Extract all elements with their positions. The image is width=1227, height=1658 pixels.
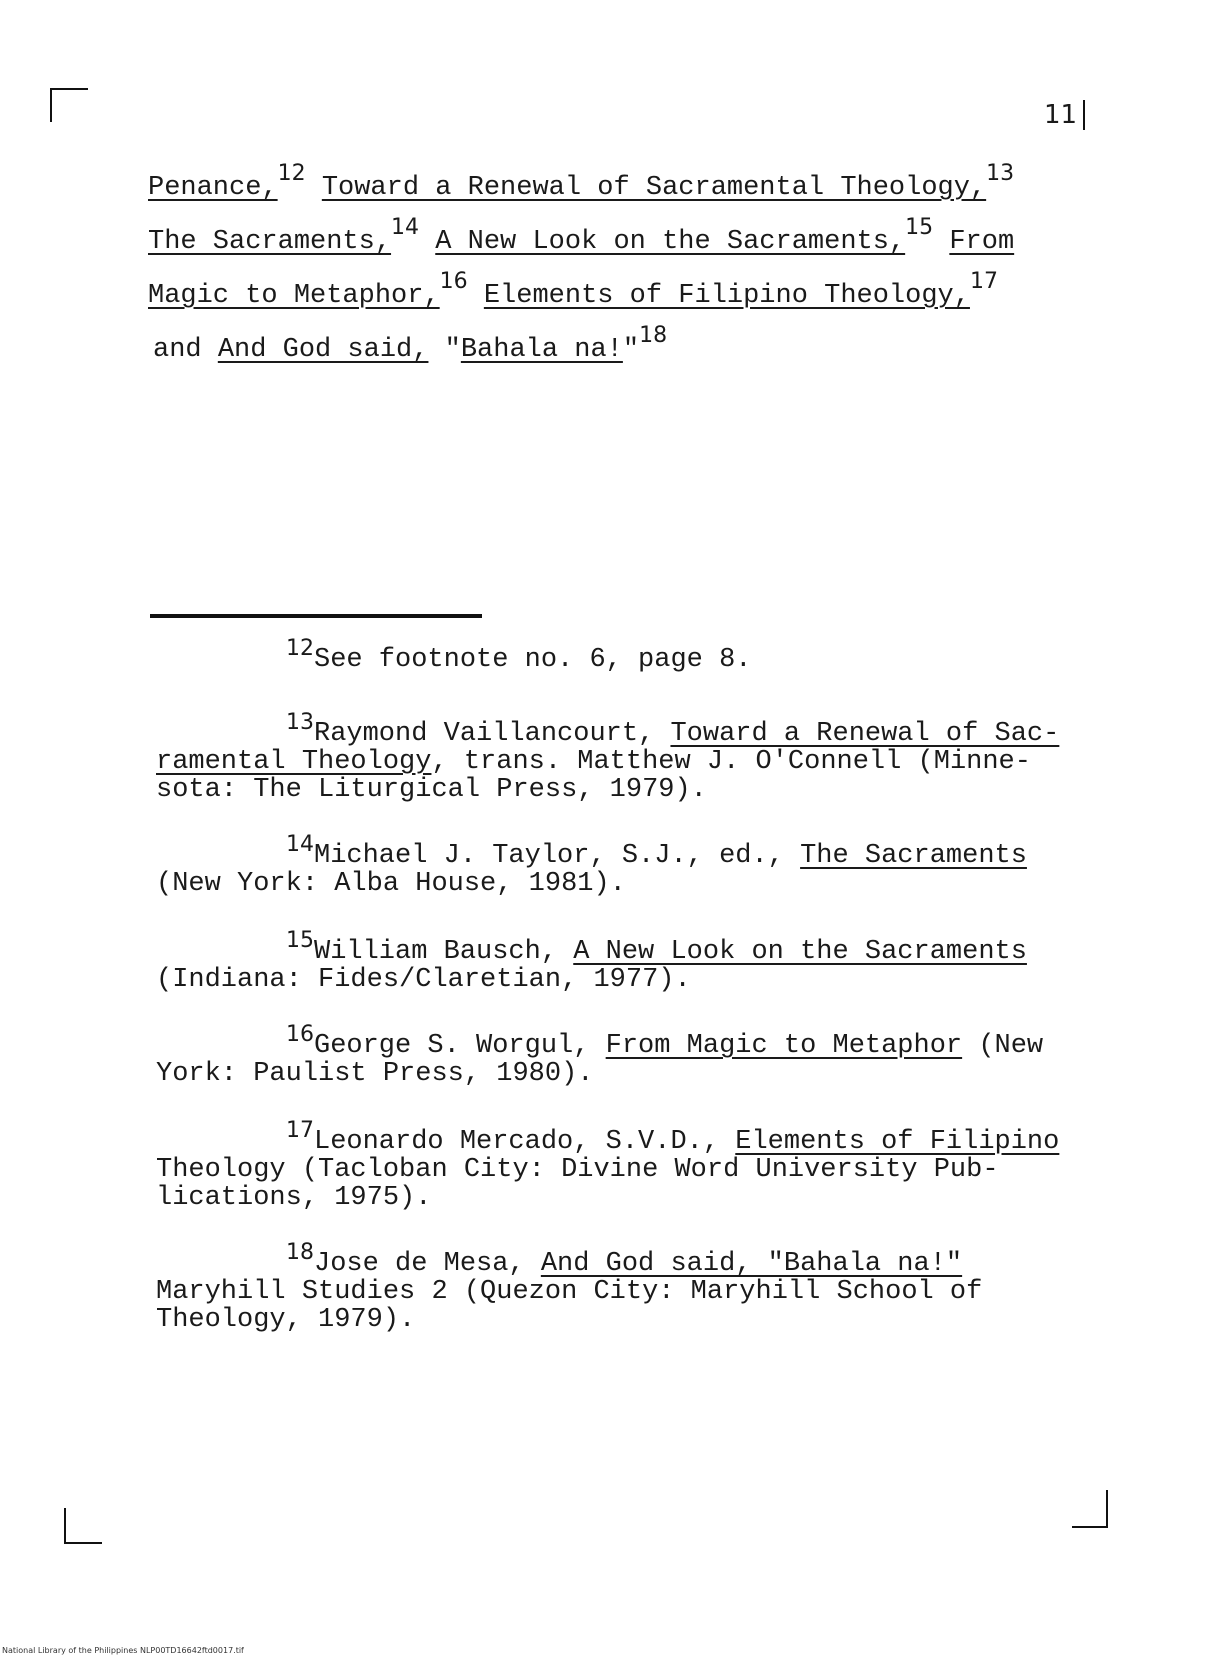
text-run: " xyxy=(622,335,640,365)
footnote-line xyxy=(156,1156,1072,1184)
underlined-title: From xyxy=(949,227,1015,257)
crop-mark-bottom-right xyxy=(1072,1490,1108,1528)
underlined-title: Elements of Filipino Theology, xyxy=(483,281,970,311)
footnote-line xyxy=(156,1278,1072,1306)
text-run: (Indiana: Fides/Claretian, 1977). xyxy=(156,965,691,995)
underlined-title: From Magic to Metaphor xyxy=(605,1031,963,1061)
text-run: lications, 1975). xyxy=(156,1183,432,1213)
footnote-13 xyxy=(156,710,1072,805)
underlined-title: And God said, xyxy=(217,335,429,365)
text-run: and xyxy=(153,335,218,365)
underlined-title: A New Look on the Sacraments, xyxy=(435,227,906,257)
footnote-line xyxy=(156,1022,1072,1061)
underlined-title: The Sacraments xyxy=(800,841,1027,871)
text-run: George S. Worgul, xyxy=(314,1031,606,1061)
body-line xyxy=(148,269,998,312)
footnote-18 xyxy=(156,1240,1072,1335)
body-line xyxy=(153,323,668,366)
text-run: Raymond Vaillancourt, xyxy=(314,719,671,749)
footnote-number: 17 xyxy=(286,1118,314,1143)
underlined-title: The Sacraments, xyxy=(148,227,392,257)
crop-mark-top-left xyxy=(50,88,88,122)
underlined-title: And God said, "Bahala na!" xyxy=(540,1249,963,1279)
footnote-number: 15 xyxy=(286,928,314,953)
text-run: Maryhill Studies 2 (Quezon City: Maryhill School of xyxy=(156,1277,983,1307)
footnote-line xyxy=(156,966,1072,994)
footnote-line xyxy=(156,1060,1072,1088)
underlined-title: Magic to Metaphor, xyxy=(148,281,440,311)
footnote-reference: 15 xyxy=(905,215,934,240)
footnote-reference: 16 xyxy=(439,269,468,294)
crop-mark-bottom-left xyxy=(64,1508,102,1544)
footnote-line xyxy=(156,870,1072,898)
text-run: " xyxy=(428,335,461,365)
text-run: , trans. Matthew J. O'Connell (Minne- xyxy=(431,747,1031,777)
footnote-number: 18 xyxy=(286,1240,314,1265)
text-run: Theology, 1979). xyxy=(156,1305,416,1335)
footnote-number: 16 xyxy=(286,1022,314,1047)
footnote-14 xyxy=(156,832,1072,899)
text-run: Leonardo Mercado, S.V.D., xyxy=(314,1127,736,1157)
text-run: (New York: Alba House, 1981). xyxy=(156,869,626,899)
footnote-line xyxy=(156,636,1072,675)
text-run: Michael J. Taylor, S.J., ed., xyxy=(314,841,801,871)
footnote-reference: 18 xyxy=(639,323,668,348)
footnote-line xyxy=(156,1240,1072,1279)
footnote-separator-rule xyxy=(150,614,482,618)
footnote-reference: 13 xyxy=(986,161,1015,186)
body-line xyxy=(148,215,1015,258)
text-run xyxy=(419,227,435,257)
footnote-16 xyxy=(156,1022,1072,1089)
footnote-number: 12 xyxy=(286,636,314,661)
footnote-line xyxy=(156,1306,1072,1334)
scan-footer-text: National Library of the Philippines NLP00TD16642ftd0017.tif xyxy=(2,1646,244,1655)
footnote-reference: 14 xyxy=(391,215,420,240)
underlined-title: Penance, xyxy=(148,173,278,203)
footnote-12 xyxy=(156,636,1072,675)
text-run xyxy=(933,227,949,257)
footnote-line xyxy=(156,1184,1072,1212)
text-run: William Bausch, xyxy=(314,937,574,967)
footnote-reference: 17 xyxy=(969,269,998,294)
page-number: 11 xyxy=(1044,100,1085,130)
footnote-number: 14 xyxy=(286,832,314,857)
text-run: (New xyxy=(962,1031,1044,1061)
footnote-number: 13 xyxy=(286,710,314,735)
footnote-line xyxy=(156,928,1072,967)
footnote-line xyxy=(156,710,1072,749)
underlined-title: Bahala na! xyxy=(460,335,623,365)
body-line xyxy=(148,161,1015,204)
text-run: See footnote no. 6, page 8. xyxy=(314,645,752,675)
underlined-title: Toward a Renewal of Sac- xyxy=(670,719,1060,749)
text-run: sota: The Liturgical Press, 1979). xyxy=(156,775,707,805)
text-run: Jose de Mesa, xyxy=(314,1249,541,1279)
underlined-title: Toward a Renewal of Sacramental Theology, xyxy=(321,173,987,203)
underlined-title: Elements of Filipino xyxy=(735,1127,1060,1157)
footnote-15 xyxy=(156,928,1072,995)
text-run xyxy=(306,173,322,203)
text-run: Theology (Tacloban City: Divine Word University Pub- xyxy=(156,1155,999,1185)
underlined-title: A New Look on the Sacraments xyxy=(573,937,1027,967)
underlined-title: ramental Theology xyxy=(156,747,432,777)
text-run xyxy=(468,281,484,311)
text-run: York: Paulist Press, 1980). xyxy=(156,1059,594,1089)
footnote-17 xyxy=(156,1118,1072,1213)
footnote-line xyxy=(156,832,1072,871)
footnote-line xyxy=(156,1118,1072,1157)
footnote-line xyxy=(156,748,1072,776)
footnote-reference: 12 xyxy=(277,161,306,186)
footnote-line xyxy=(156,776,1072,804)
